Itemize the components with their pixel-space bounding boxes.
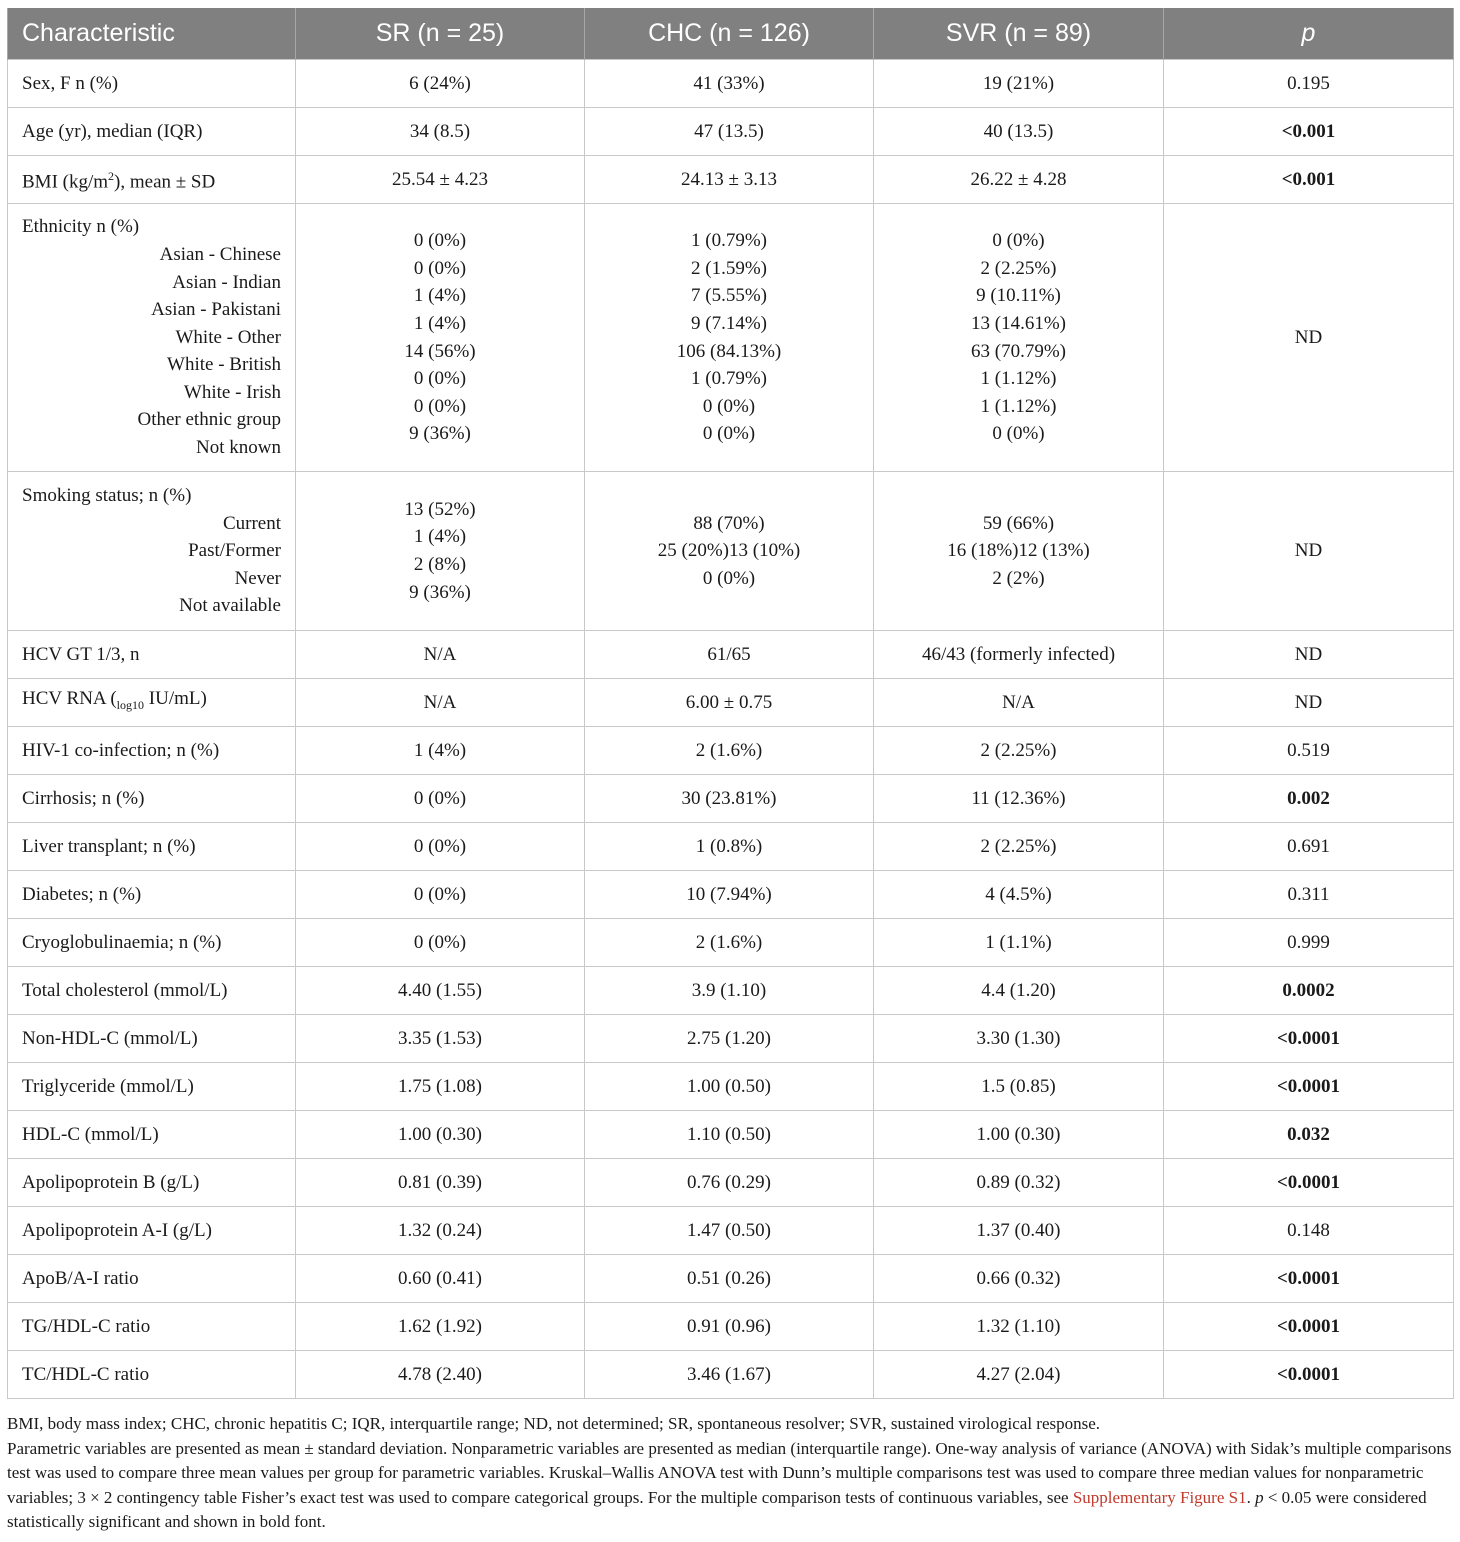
value-chc: 1 (0.79%) [691, 230, 767, 252]
value-chc: 106 (84.13%) [676, 340, 782, 362]
cell-p: <0.001 [1164, 108, 1454, 156]
smoking-svr [874, 472, 1164, 631]
cell-chc: 24.13 ± 3.13 [585, 156, 874, 204]
table-row [8, 919, 1454, 967]
row-label: Apolipoprotein A-I (g/L) [8, 1207, 296, 1255]
cell-chc: 47 (13.5) [585, 108, 874, 156]
row-label: HIV-1 co-infection; n (%) [8, 727, 296, 775]
cell-p: <0.0001 [1164, 1351, 1454, 1399]
table-row [8, 1063, 1454, 1111]
table-row [8, 871, 1454, 919]
cell-svr: 46/43 (formerly infected) [874, 631, 1164, 679]
value-svr: 2 (2.25%) [980, 257, 1057, 279]
cell-sr: 3.35 (1.53) [296, 1015, 585, 1063]
header-characteristic: Characteristic [8, 8, 296, 60]
table-row [8, 823, 1454, 871]
cell-sr: 6 (24%) [296, 60, 585, 108]
sublabel: White - Other [175, 326, 281, 348]
table-row [8, 1159, 1454, 1207]
sublabel: Not known [196, 437, 281, 459]
value-svr: 13 (14.61%) [971, 312, 1066, 334]
bmi-label-sup: 2 [108, 169, 115, 184]
row-label: Apolipoprotein B (g/L) [8, 1159, 296, 1207]
value-sr: 0 (0%) [413, 230, 467, 252]
hcv-rna-sub: log10 [116, 698, 145, 713]
value-svr: 16 (18%)12 (13%) [947, 540, 1090, 562]
value-svr: 59 (66%) [982, 512, 1055, 534]
cell-p: <0.001 [1164, 156, 1454, 204]
sublabel: Asian - Chinese [159, 243, 281, 265]
cell-p: <0.0001 [1164, 1303, 1454, 1351]
value-sr: 2 (8%) [413, 554, 467, 575]
cell-svr: 4.4 (1.20) [874, 967, 1164, 1015]
smoking-chc [585, 472, 874, 631]
cell-p: <0.0001 [1164, 1063, 1454, 1111]
table-row [8, 1207, 1454, 1255]
hcv-rna-post: IU/mL) [144, 688, 207, 710]
row-label: HDL-C (mmol/L) [8, 1111, 296, 1159]
cell-p: ND [1164, 631, 1454, 679]
cell-chc: 1 (0.8%) [585, 823, 874, 871]
footnote-after-link: . [1246, 1487, 1256, 1507]
cell-chc: 41 (33%) [585, 60, 874, 108]
table-row [8, 775, 1454, 823]
sublabel: Asian - Pakistani [151, 299, 281, 321]
cell-sr: N/A [296, 631, 585, 679]
sublabel: Never [234, 567, 281, 589]
value-chc: 0 (0%) [702, 567, 756, 589]
ethnicity-sublabels [22, 241, 281, 462]
value-sr: 1 (4%) [413, 526, 467, 548]
row-label: Cryoglobulinaemia; n (%) [8, 919, 296, 967]
value-svr: 1 (1.12%) [980, 368, 1057, 390]
cell-sr: 25.54 ± 4.23 [296, 156, 585, 204]
value-chc: 1 (0.79%) [691, 368, 767, 390]
ethnicity-svr [874, 204, 1164, 472]
sublabel: White - British [167, 354, 281, 376]
cell-p: 0.032 [1164, 1111, 1454, 1159]
value-sr: 9 (36%) [409, 423, 471, 445]
value-sr: 13 (52%) [404, 498, 476, 520]
cell-p: <0.0001 [1164, 1159, 1454, 1207]
smoking-labels [8, 472, 296, 631]
cell-p: ND [1164, 472, 1454, 631]
table-row [8, 1015, 1454, 1063]
table-row [8, 60, 1454, 108]
table-row [8, 631, 1454, 679]
value-sr: 1 (4%) [413, 312, 467, 334]
table-row [8, 1255, 1454, 1303]
cell-svr: 2 (2.25%) [874, 727, 1164, 775]
value-sr: 1 (4%) [413, 285, 467, 307]
row-label: Diabetes; n (%) [8, 871, 296, 919]
cell-p: <0.0001 [1164, 1015, 1454, 1063]
cell-svr: 19 (21%) [874, 60, 1164, 108]
cell-sr: 4.78 (2.40) [296, 1351, 585, 1399]
cell-svr: 1.37 (0.40) [874, 1207, 1164, 1255]
sublabel: Other ethnic group [137, 409, 281, 431]
cell-svr: 4 (4.5%) [874, 871, 1164, 919]
ethnicity-chc-values [599, 227, 859, 448]
cell-p: ND [1164, 679, 1454, 727]
cell-sr: 1.62 (1.92) [296, 1303, 585, 1351]
cell-svr: 1.00 (0.30) [874, 1111, 1164, 1159]
sublabel: Asian - Indian [172, 271, 281, 293]
cell-chc: 6.00 ± 0.75 [585, 679, 874, 727]
cell-sr: 4.40 (1.55) [296, 967, 585, 1015]
table-body-lower [8, 727, 1454, 1399]
sublabel: White - Irish [183, 381, 281, 403]
bmi-label-pre: BMI (kg/m [22, 171, 109, 193]
table-row [8, 108, 1454, 156]
value-svr: 9 (10.11%) [976, 285, 1061, 307]
value-svr: 1 (1.12%) [980, 395, 1057, 417]
cell-p: 0.519 [1164, 727, 1454, 775]
cell-chc: 2.75 (1.20) [585, 1015, 874, 1063]
cell-svr: 0.66 (0.32) [874, 1255, 1164, 1303]
cell-p: ND [1164, 204, 1454, 472]
value-sr: 0 (0%) [413, 395, 467, 417]
table-row-ethnicity [8, 204, 1454, 472]
footnote-methods-text: Parametric variables are presented as mean ± standard deviation. Nonparametric variables are presented as median (interquartile range). One-way analysis of variance (ANOVA) with Sidak’s multiple comparisons test was used to compare three mean values per group for parametric variables. Kruskal–Wallis ANOVA test with Dunn’s multiple comparisons test was used to compare three median values for nonparametric variables; 3 × 2 contingency table Fisher’s exact test was used to compare categorical groups. For the multiple comparison tests of continuous variables, see [7, 1438, 1452, 1507]
table-header-row [8, 8, 1454, 60]
cell-svr: 2 (2.25%) [874, 823, 1164, 871]
cell-chc: 30 (23.81%) [585, 775, 874, 823]
row-label: ApoB/A-I ratio [8, 1255, 296, 1303]
cell-chc: 1.10 (0.50) [585, 1111, 874, 1159]
header-chc: CHC (n = 126) [585, 8, 874, 60]
ethnicity-sr-values [310, 227, 570, 448]
table-row [8, 1303, 1454, 1351]
cell-svr: 1.32 (1.10) [874, 1303, 1164, 1351]
footnote-abbreviations: BMI, body mass index; CHC, chronic hepatitis C; IQR, interquartile range; ND, not determined; SR, spontaneous resolver; SVR, sustained virological response. [7, 1414, 1101, 1433]
row-label: HCV GT 1/3, n [8, 631, 296, 679]
cell-chc: 1.00 (0.50) [585, 1063, 874, 1111]
cell-svr: 0.89 (0.32) [874, 1159, 1164, 1207]
ethnicity-sr [296, 204, 585, 472]
footnote-methods [7, 1437, 1453, 1535]
cell-chc: 61/65 [585, 631, 874, 679]
sublabel: Current [222, 512, 281, 534]
header-svr: SVR (n = 89) [874, 8, 1164, 60]
smoking-svr-values [888, 510, 1149, 593]
cell-p: 0.691 [1164, 823, 1454, 871]
value-chc: 0 (0%) [702, 423, 756, 445]
supplementary-figure-link[interactable]: Supplementary Figure S1 [1072, 1487, 1247, 1507]
row-label: TG/HDL-C ratio [8, 1303, 296, 1351]
row-label: TC/HDL-C ratio [8, 1351, 296, 1399]
cell-sr: 0 (0%) [296, 871, 585, 919]
value-chc: 9 (7.14%) [691, 312, 767, 334]
value-chc: 0 (0%) [702, 395, 756, 417]
footnote-tail: < 0.05 were considered statistically significant and shown in bold font. [7, 1487, 1427, 1531]
cell-chc: 0.91 (0.96) [585, 1303, 874, 1351]
smoking-sr-values [310, 496, 570, 606]
cell-p: 0.002 [1164, 775, 1454, 823]
cell-sr: 0 (0%) [296, 919, 585, 967]
smoking-sr [296, 472, 585, 631]
ethnicity-label: Ethnicity n (%) [22, 216, 140, 238]
hcv-rna-pre: HCV RNA ( [22, 688, 117, 710]
row-label [8, 679, 296, 727]
table-row [8, 967, 1454, 1015]
table-row [8, 727, 1454, 775]
cell-svr: 1.5 (0.85) [874, 1063, 1164, 1111]
cell-p: 0.148 [1164, 1207, 1454, 1255]
cell-chc: 1.47 (0.50) [585, 1207, 874, 1255]
cell-svr: 4.27 (2.04) [874, 1351, 1164, 1399]
cell-svr: 1 (1.1%) [874, 919, 1164, 967]
cell-p: <0.0001 [1164, 1255, 1454, 1303]
sublabel: Not available [179, 595, 281, 617]
row-label: Triglyceride (mmol/L) [8, 1063, 296, 1111]
row-label: Cirrhosis; n (%) [8, 775, 296, 823]
bmi-label-post: ), mean ± SD [114, 171, 216, 193]
ethnicity-labels [8, 204, 296, 472]
footnote-p-italic: p [1255, 1487, 1264, 1507]
cell-p: 0.195 [1164, 60, 1454, 108]
cell-sr: 34 (8.5) [296, 108, 585, 156]
cell-chc: 0.51 (0.26) [585, 1255, 874, 1303]
value-sr: 14 (56%) [404, 340, 476, 362]
value-svr: 0 (0%) [992, 230, 1045, 252]
smoking-sublabels [22, 510, 281, 620]
ethnicity-svr-values [888, 227, 1149, 448]
cell-chc: 3.46 (1.67) [585, 1351, 874, 1399]
cell-chc: 10 (7.94%) [585, 871, 874, 919]
row-label: Sex, F n (%) [8, 60, 296, 108]
cell-chc: 2 (1.6%) [585, 727, 874, 775]
cell-svr: 3.30 (1.30) [874, 1015, 1164, 1063]
row-label: Liver transplant; n (%) [8, 823, 296, 871]
cell-svr: 40 (13.5) [874, 108, 1164, 156]
cell-svr: 11 (12.36%) [874, 775, 1164, 823]
value-chc: 25 (20%)13 (10%) [657, 540, 801, 562]
cell-svr: 26.22 ± 4.28 [874, 156, 1164, 204]
row-label: Non-HDL-C (mmol/L) [8, 1015, 296, 1063]
value-sr: 9 (36%) [409, 581, 471, 603]
value-svr: 0 (0%) [992, 423, 1045, 445]
header-sr: SR (n = 25) [296, 8, 585, 60]
table-row [8, 679, 1454, 727]
value-chc: 2 (1.59%) [691, 257, 767, 279]
table-row [8, 1351, 1454, 1399]
characteristics-table [7, 8, 1454, 1399]
table-container [7, 8, 1453, 1399]
row-label [8, 156, 296, 204]
cell-sr: 1.32 (0.24) [296, 1207, 585, 1255]
sublabel: Past/Former [188, 540, 281, 562]
cell-chc: 0.76 (0.29) [585, 1159, 874, 1207]
cell-sr: 1.00 (0.30) [296, 1111, 585, 1159]
cell-sr: 0.81 (0.39) [296, 1159, 585, 1207]
cell-sr: N/A [296, 679, 585, 727]
cell-sr: 1.75 (1.08) [296, 1063, 585, 1111]
table-row [8, 1111, 1454, 1159]
cell-p: 0.0002 [1164, 967, 1454, 1015]
cell-sr: 0.60 (0.41) [296, 1255, 585, 1303]
footnotes [7, 1412, 1453, 1535]
row-label: Total cholesterol (mmol/L) [8, 967, 296, 1015]
value-sr: 0 (0%) [413, 368, 467, 390]
cell-p: 0.311 [1164, 871, 1454, 919]
cell-sr: 0 (0%) [296, 823, 585, 871]
cell-sr: 1 (4%) [296, 727, 585, 775]
smoking-chc-values [599, 510, 859, 593]
ethnicity-chc [585, 204, 874, 472]
cell-sr: 0 (0%) [296, 775, 585, 823]
value-svr: 2 (2%) [992, 567, 1045, 589]
value-svr: 63 (70.79%) [971, 340, 1066, 362]
header-p: p [1164, 8, 1454, 60]
cell-chc: 2 (1.6%) [585, 919, 874, 967]
cell-p: 0.999 [1164, 919, 1454, 967]
table-row-bmi [8, 156, 1454, 204]
smoking-label: Smoking status; n (%) [22, 485, 192, 507]
value-chc: 88 (70%) [693, 512, 765, 534]
value-sr: 0 (0%) [413, 257, 467, 279]
cell-svr: N/A [874, 679, 1164, 727]
row-label: Age (yr), median (IQR) [8, 108, 296, 156]
table-row-smoking [8, 472, 1454, 631]
value-chc: 7 (5.55%) [691, 285, 767, 307]
cell-chc: 3.9 (1.10) [585, 967, 874, 1015]
